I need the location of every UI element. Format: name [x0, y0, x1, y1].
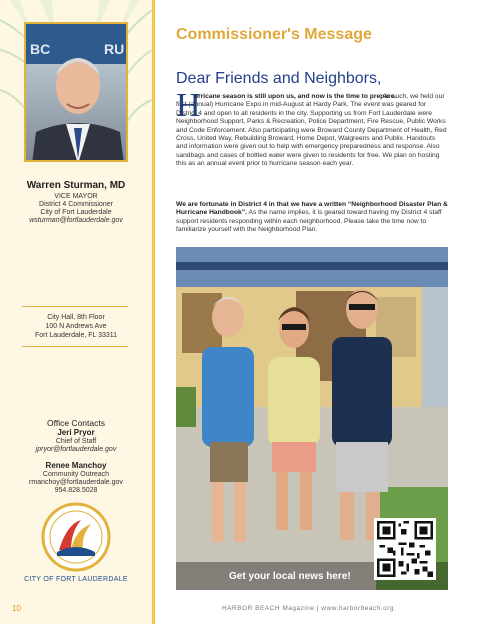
contact-phone: 954.828.5028 [54, 487, 98, 494]
paragraph-1-bold: urricane season is still upon us, and now is the time to prepare. [194, 93, 397, 100]
contact-email[interactable]: rmanchoy@fortlauderdale.gov [29, 479, 123, 486]
paragraph-2-bold: We are fortunate in District 4 in that we have a written “Neighborhood Disaster Plan & Hurricane Handbook”. [176, 201, 448, 217]
svg-text:BC: BC [30, 41, 51, 57]
paragraph-2 [176, 201, 448, 235]
city-name-label: CITY OF FORT LAUDERDALE [24, 576, 128, 583]
svg-text:RU: RU [104, 41, 125, 57]
paragraph-1 [176, 93, 448, 169]
commissioner-city: City of Fort Lauderdale [40, 209, 112, 216]
address-line-1: City Hall, 8th Floor [47, 314, 105, 321]
sidebar-divider [152, 0, 155, 624]
contact-name: Renee Manchoy [45, 461, 107, 470]
qr-code[interactable] [374, 518, 436, 580]
commissioner-name: Warren Sturman, MD [26, 180, 126, 191]
office-contacts-heading: Office Contacts [47, 418, 105, 428]
commissioner-district: District 4 Commissioner [39, 201, 113, 208]
commissioner-portrait [24, 22, 128, 162]
salutation: Dear Friends and Neighbors, [176, 70, 382, 87]
address-line-3: Fort Lauderdale, FL 33311 [34, 332, 118, 339]
contact-title: Community Outreach [42, 471, 110, 478]
paragraph-1-body: As such, we held our first (annual) Hurricane Expo in mid-August at Hardy Park. The event was geared for District 4 and open to all residents in the city. Supporting us from Fort Lauderdale were Neighborhood Support, Parks & Recreation, Police Department, Fire Rescue, Public Works and Code Enforcement. Also participating were Broward County Department of Health, Red Cross, United Way, Rebuilding Broward, Home Depot, Walgreens and Publix. Handouts and information were given out to help with emergency preparedness and response. Also sandbags and cases of bottled water were given to residents for free. We plan on hosting this as an annual event prior to hurricane season each year. [176, 93, 447, 168]
address-top-rule [22, 306, 128, 307]
address-line-2: 100 N Andrews Ave [45, 323, 107, 330]
page-number: 10 [12, 604, 21, 613]
address-bottom-rule [22, 346, 128, 347]
contact-email[interactable]: jpryor@fortlauderdale.gov [35, 446, 117, 453]
commissioner-email[interactable]: wsturman@fortlauderdale.gov [29, 217, 123, 224]
drop-cap: H [176, 87, 201, 124]
city-seal-logo [41, 502, 111, 572]
page-title: Commissioner's Message [176, 26, 372, 43]
contact-name: Jeri Pryor [57, 428, 95, 437]
magazine-footer: HARBOR BEACH Magazine | www.harborbeach.org [222, 605, 395, 612]
commissioner-role: VICE MAYOR [54, 193, 98, 200]
contact-title: Chief of Staff [55, 438, 97, 445]
photo-caption: Get your local news here! [229, 571, 351, 582]
paragraph-2-body: As the name implies, it is geared toward having my District 4 staff support residents responding within each neighborhood. Please take the time now to familiarize yourself with the Neighborhood Plan. [176, 209, 442, 234]
